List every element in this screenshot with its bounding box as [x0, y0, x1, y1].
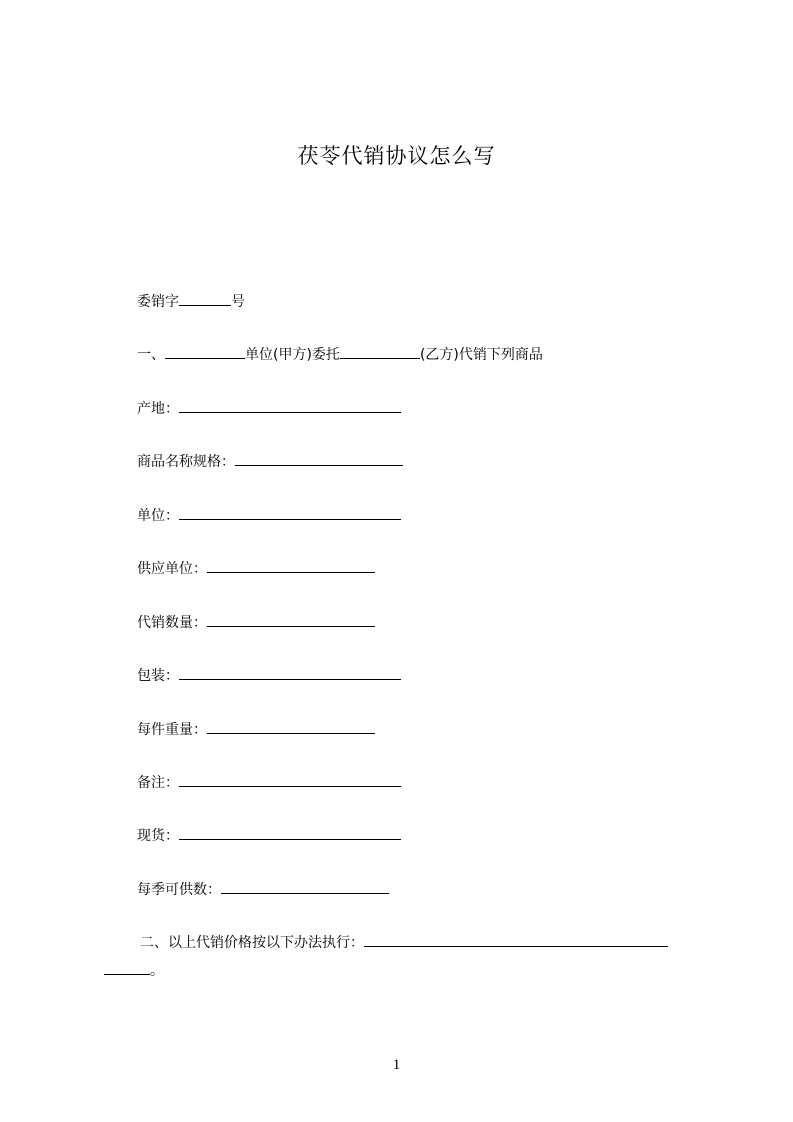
unit-line [137, 505, 401, 526]
unit-label: 单位： [137, 508, 179, 524]
contract-number-suffix: 号 [231, 294, 245, 310]
packaging-line [137, 665, 401, 686]
clause-two-blank [364, 932, 668, 947]
supplier-label: 供应单位： [137, 561, 207, 577]
party-a-blank [165, 344, 245, 359]
contract-number-label: 委销字 [137, 294, 179, 310]
consignment-quantity-label: 代销数量： [137, 615, 207, 631]
unit-weight-line [137, 719, 375, 740]
origin-blank [179, 398, 401, 413]
contract-number-blank [179, 291, 231, 306]
packaging-label: 包装： [137, 668, 179, 684]
stock-line [137, 825, 401, 846]
clause-one-middle: 单位(甲方)委托 [245, 347, 340, 363]
page-number: 1 [392, 1057, 401, 1073]
product-spec-line [137, 451, 403, 472]
origin-line [137, 398, 401, 419]
party-b-blank [340, 344, 420, 359]
clause-two-end: 。 [150, 963, 164, 979]
clause-one-end: (乙方)代销下列商品 [419, 347, 543, 363]
unit-weight-blank [207, 719, 375, 734]
consignment-quantity-line [137, 612, 375, 633]
seasonal-supply-line [137, 879, 389, 900]
clause-two-label: 二、以上代销价格按以下办法执行： [140, 935, 364, 951]
clause-two-continuation [104, 960, 164, 981]
product-spec-blank [235, 451, 403, 466]
unit-blank [179, 505, 401, 520]
stock-blank [179, 825, 401, 840]
seasonal-supply-blank [221, 879, 389, 894]
remarks-line [137, 772, 401, 793]
packaging-blank [179, 665, 401, 680]
clause-two-blank-continued [104, 960, 150, 975]
remarks-label: 备注： [137, 775, 179, 791]
remarks-blank [179, 772, 401, 787]
stock-label: 现货： [137, 828, 179, 844]
unit-weight-label: 每件重量： [137, 722, 207, 738]
product-spec-label: 商品名称规格： [137, 454, 235, 470]
supplier-blank [207, 558, 375, 573]
seasonal-supply-label: 每季可供数： [137, 882, 221, 898]
clause-one-prefix: 一、 [137, 347, 165, 363]
supplier-line [137, 558, 375, 579]
document-title: 茯苓代销协议怎么写 [297, 144, 496, 168]
contract-number-line [137, 291, 245, 312]
consignment-quantity-blank [207, 612, 375, 627]
clause-two-line [140, 932, 668, 953]
origin-label: 产地： [137, 401, 179, 417]
clause-one-line [137, 344, 543, 365]
